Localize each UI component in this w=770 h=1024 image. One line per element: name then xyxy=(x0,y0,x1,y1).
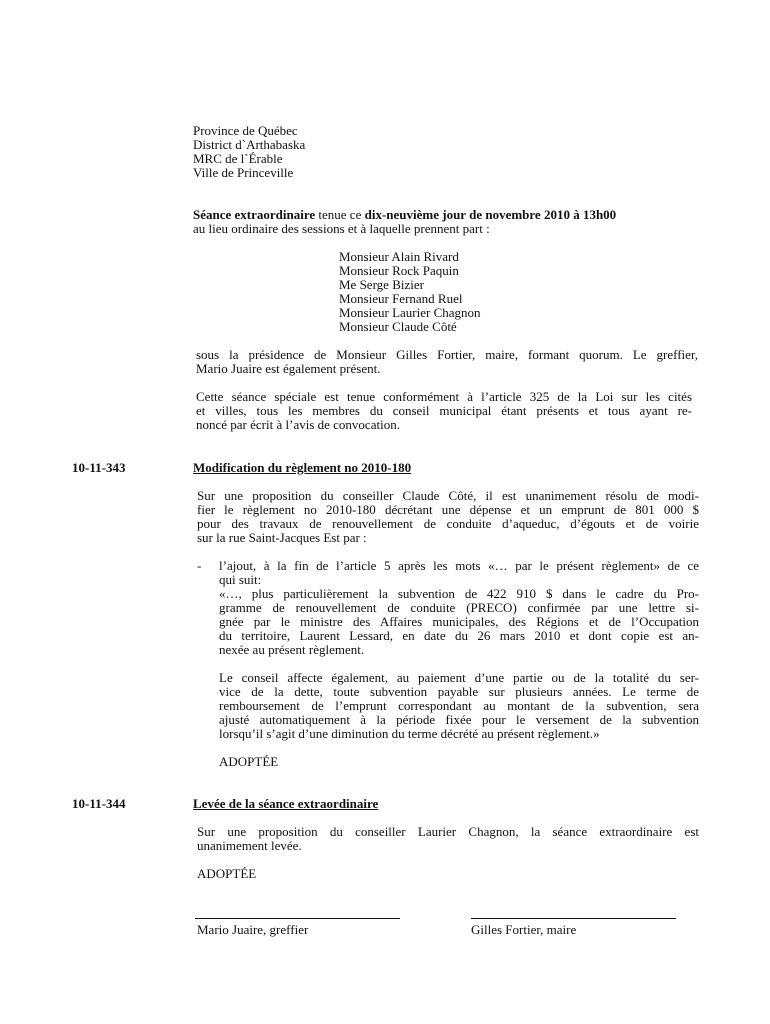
header-ville: Ville de Princeville xyxy=(193,165,294,180)
resolution-number-343: 10-11-343 xyxy=(72,460,126,475)
resolution-title-343: Modification du règlement no 2010-180 xyxy=(193,460,412,475)
res343-bullet-line: gramme de renouvellement de conduite (PRECO) confirmée par une lettre si- xyxy=(219,600,699,615)
header-province: Province de Québec xyxy=(193,123,298,138)
signature-greffier: Mario Juaire, greffier xyxy=(197,922,309,937)
res343-conseil-line: lorsqu’il s’agit d’une diminution du terme décrété au présent règlement.» xyxy=(219,726,600,741)
res343-conseil xyxy=(219,671,699,741)
session-mid: tenue ce xyxy=(315,207,365,222)
special-line: et villes, tous les membres du conseil municipal étant présents et tous ayant re- xyxy=(196,403,692,418)
presidency-paragraph xyxy=(196,348,698,376)
res343-bullet-line: du territoire, Laurent Lessard, en date du 26 mars 2010 et dont copie est an- xyxy=(219,628,699,643)
resolution-title-344: Levée de la séance extraordinaire xyxy=(193,796,379,811)
presidency-line: Mario Juaire est également présent. xyxy=(196,361,381,376)
res343-bullet-line: l’ajout, à la fin de l’article 5 après les mots «… par le présent règlement» de ce xyxy=(219,558,699,573)
res343-adopted: ADOPTÉE xyxy=(219,754,279,769)
header-block xyxy=(193,124,305,180)
attendee: Monsieur Alain Rivard xyxy=(339,249,459,264)
attendee: Me Serge Bizier xyxy=(339,277,424,292)
header-district: District d`Arthabaska xyxy=(193,137,306,152)
signature-line-left xyxy=(195,918,400,919)
attendee: Monsieur Rock Paquin xyxy=(339,263,459,278)
signature-maire: Gilles Fortier, maire xyxy=(471,922,577,937)
session-type: Séance extraordinaire xyxy=(193,207,316,222)
res343-bullet-line: qui suit: xyxy=(219,572,262,587)
res343-intro xyxy=(197,489,699,545)
res344-adopted: ADOPTÉE xyxy=(197,866,257,881)
res344-text-line: unanimement levée. xyxy=(197,838,302,853)
res343-conseil-line: Le conseil affecte également, au paiement d’une partie ou de la totalité du ser- xyxy=(219,670,699,685)
res344-text-line: Sur une proposition du conseiller Laurier Chagnon, la séance extraordinaire est xyxy=(197,824,699,839)
res343-intro-line: fier le règlement no 2010-180 décrétant une dépense et un emprunt de 801 000 $ xyxy=(197,502,699,517)
res343-conseil-line: remboursement de l’emprunt correspondant au montant de la subvention, sera xyxy=(219,698,699,713)
attendee: Monsieur Laurier Chagnon xyxy=(339,305,481,320)
special-line: noncé par écrit à l’avis de convocation. xyxy=(196,417,400,432)
session-line-2: au lieu ordinaire des sessions et à laquelle prennent part : xyxy=(193,221,490,236)
special-paragraph xyxy=(196,390,692,432)
attendees-list xyxy=(339,250,481,334)
attendee: Monsieur Fernand Ruel xyxy=(339,291,463,306)
res343-intro-line: sur la rue Saint-Jacques Est par : xyxy=(197,530,367,545)
res343-bullet-line: nexée au présent règlement. xyxy=(219,642,365,657)
session-intro xyxy=(193,208,616,236)
res343-conseil-line: ajusté automatiquement à la période fixée pour le versement de la subvention xyxy=(219,712,699,727)
res343-bullet-line: gnée par le ministre des Affaires municipales, des Régions et de l’Occupation xyxy=(219,614,699,629)
session-line-1 xyxy=(193,208,616,222)
res343-bullet xyxy=(219,559,699,657)
special-line: Cette séance spéciale est tenue conformément à l’article 325 de la Loi sur les cités xyxy=(196,389,692,404)
resolution-number-344: 10-11-344 xyxy=(72,796,126,811)
header-mrc: MRC de l`Érable xyxy=(193,151,283,166)
res343-conseil-line: vice de la dette, toute subvention payable sur plusieurs années. Le terme de xyxy=(219,684,699,699)
res343-intro-line: Sur une proposition du conseiller Claude Côté, il est unanimement résolu de modi- xyxy=(197,488,699,503)
res343-intro-line: pour des travaux de renouvellement de conduite d’aqueduc, d’égouts et de voirie xyxy=(197,516,699,531)
presidency-line: sous la présidence de Monsieur Gilles Fortier, maire, formant quorum. Le greffier, xyxy=(196,347,698,362)
session-date: dix-neuvième jour de novembre 2010 à 13h00 xyxy=(364,207,617,222)
signature-line-right xyxy=(471,918,676,919)
attendee: Monsieur Claude Côté xyxy=(339,319,457,334)
bullet-dash: - xyxy=(197,558,202,573)
res344-text xyxy=(197,825,699,853)
res343-bullet-line: «…, plus particulièrement la subvention de 422 910 $ dans le cadre du Pro- xyxy=(219,586,699,601)
